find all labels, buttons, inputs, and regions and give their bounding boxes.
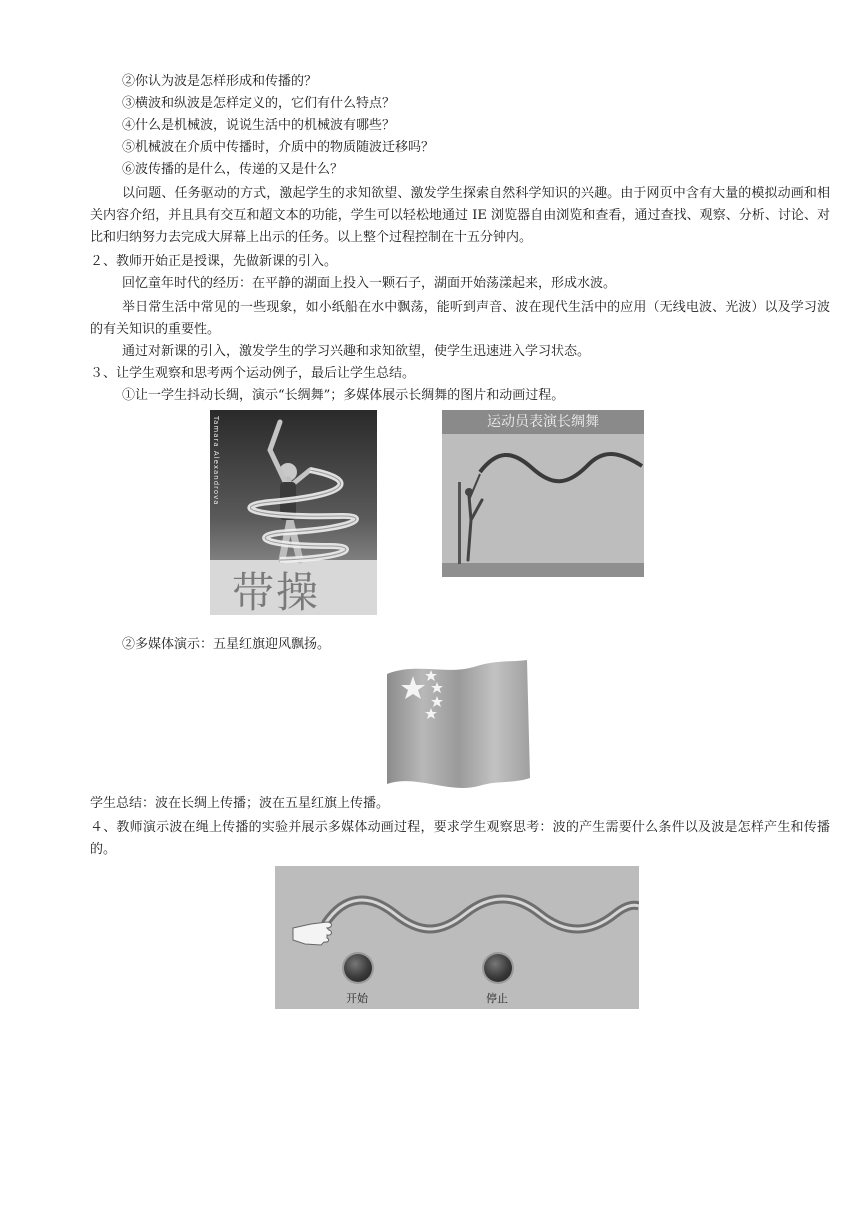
step3-item-1: ①让一学生抖动长绸，演示“长绸舞”；多媒体展示长绸舞的图片和动画过程。 (122, 388, 565, 403)
ribbon-dance-animation (442, 410, 644, 577)
question-6: ⑥波传播的是什么，传递的又是什么？ (122, 162, 344, 177)
step3-item-2: ②多媒体演示：五星红旗迎风飘扬。 (122, 637, 331, 652)
ribbon-wave-graphic (442, 410, 644, 577)
student-summary: 学生总结：波在长绸上传播；波在五星红旗上传播。 (90, 796, 390, 811)
photo-vertical-credit: Tamara Alexandrova (212, 416, 220, 506)
step2-paragraph-1: 回忆童年时代的经历：在平静的湖面上投入一颗石子，湖面开始荡漾起来，形成水波。 (122, 276, 617, 291)
hand-icon (291, 918, 335, 946)
step2-paragraph-2: 举日常生活中常见的一些现象，如小纸船在水中飘荡，能听到声音、波在现代生活中的应用（无线电波、光波）以及学习波的有关知识的重要性。 (90, 300, 830, 337)
stop-button[interactable] (484, 954, 512, 982)
step2-paragraph-3: 通过对新课的引入，激发学生的学习兴趣和求知欲望，使学生迅速进入学习状态。 (122, 344, 591, 359)
question-5: ⑤机械波在介质中传播时，介质中的物质随波迁移吗？ (122, 140, 435, 155)
start-label: 开始 (346, 992, 368, 1005)
stop-label: 停止 (486, 992, 508, 1005)
waving-flag-graphic (387, 658, 530, 788)
step2-heading: ２、教师开始正是授课，先做新课的引入。 (90, 254, 338, 269)
step4-heading: ４、教师演示波在绳上传播的实验并展示多媒体动画过程，要求学生观察思考：波的产生需要什么条件以及波是怎样产生和传播的。 (90, 820, 830, 857)
rope-wave-animation (275, 866, 639, 1009)
question-4: ④什么是机械波，说说生活中的机械波有哪些？ (122, 118, 396, 133)
task-paragraph: 以问题、任务驱动的方式，激起学生的求知欲望、激发学生探索自然科学知识的兴趣。由于网页中含有大量的模拟动画和相关内容介绍，并且具有交互和超文本的功能，学生可以轻松地通过 IE 浏览器自由浏览和查看，通过查找、观察、分析、讨论、对比和归纳努力去完成大屏幕上出示的任务。以上整个过程控制在十五分钟内。 (90, 186, 830, 245)
ribbon-gymnast-photo (210, 410, 377, 615)
start-button[interactable] (344, 954, 372, 982)
question-3: ③横波和纵波是怎样定义的，它们有什么特点？ (122, 96, 396, 111)
animation-caption: 运动员表演长绸舞 (442, 410, 644, 434)
step3-heading: ３、让学生观察和思考两个运动例子，最后让学生总结。 (90, 366, 416, 381)
question-2: ②你认为波是怎样形成和传播的？ (122, 74, 318, 89)
photo-watermark: 带操 (232, 568, 321, 615)
flag-image (387, 658, 530, 788)
